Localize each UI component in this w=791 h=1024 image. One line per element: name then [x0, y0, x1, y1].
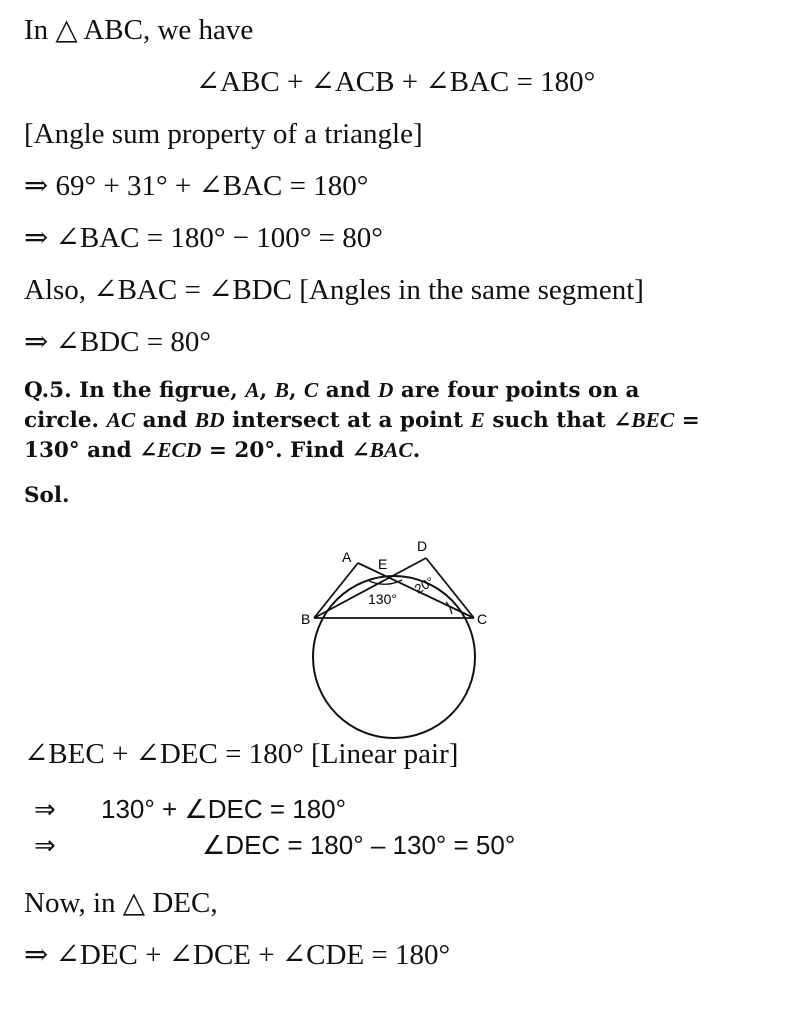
math-sep: ,	[259, 378, 275, 403]
question-text: intersect at a point	[224, 408, 471, 433]
label-c: C	[477, 611, 488, 627]
math-sep: ,	[288, 378, 304, 403]
label-angle-130: 130°	[368, 591, 397, 607]
label-b: B	[301, 611, 311, 627]
arrow-step-2: ⇒	[34, 830, 56, 860]
arrow-step-1: ⇒	[34, 794, 56, 824]
question-text: In the figrue,	[71, 378, 246, 403]
math-var: BD	[194, 408, 225, 432]
equation-dec-50: ∠DEC = 180° – 130° = 50°	[202, 830, 516, 860]
text-line-in-triangle-abc: In △ ABC, we have	[24, 14, 254, 46]
question-text: = 20°. Find ∠	[201, 438, 370, 463]
question-line-2	[24, 405, 700, 436]
label-d: D	[417, 538, 428, 554]
equation-angle-sum-dec: ⇒ ∠DEC + ∠DCE + ∠CDE = 180°	[24, 939, 451, 971]
question-line-1	[24, 375, 639, 406]
question-line-3	[24, 435, 420, 466]
equation-step-bdc-80: ⇒ ∠BDC = 80°	[24, 326, 211, 358]
question-text: and	[135, 408, 195, 433]
text-line-same-segment: Also, ∠BAC = ∠BDC [Angles in the same segment]	[24, 274, 644, 306]
chord-ab	[314, 563, 358, 618]
solution-label: Sol.	[24, 483, 70, 508]
math-var: C	[303, 378, 319, 402]
label-a: A	[342, 549, 352, 565]
label-angle-20: 20°	[412, 573, 437, 597]
math-var: BAC	[369, 438, 413, 462]
question-text: =	[674, 408, 700, 433]
equation-angle-sum-abc: ∠ABC + ∠ACB + ∠BAC = 180°	[195, 66, 596, 98]
equation-linear-pair: ∠BEC + ∠DEC = 180° [Linear pair]	[24, 738, 459, 770]
math-var: D	[377, 378, 394, 402]
question-text: .	[412, 438, 421, 463]
circle-figure	[290, 534, 500, 744]
question-text: circle.	[24, 408, 107, 433]
math-var: AC	[106, 408, 136, 432]
math-var: ECD	[157, 438, 202, 462]
equation-step-69-31: ⇒ 69° + 31° + ∠BAC = 180°	[24, 170, 369, 202]
question-text: are four points on a	[393, 378, 640, 403]
equation-dec-sum: 130° + ∠DEC = 180°	[101, 794, 347, 824]
text-line-now-in-dec: Now, in △ DEC,	[24, 887, 218, 919]
math-var: BEC	[631, 408, 675, 432]
question-text: and	[318, 378, 378, 403]
equation-step-bac-80: ⇒ ∠BAC = 180° − 100° = 80°	[24, 222, 383, 254]
question-text: 130° and ∠	[24, 438, 158, 463]
question-text: such that ∠	[484, 408, 632, 433]
text-line-angle-sum-property: [Angle sum property of a triangle]	[24, 118, 423, 150]
math-var: B	[274, 378, 289, 402]
math-var: E	[470, 408, 485, 432]
label-e: E	[378, 556, 388, 572]
math-var: A	[245, 378, 260, 402]
question-label: Q.5.	[24, 378, 72, 403]
